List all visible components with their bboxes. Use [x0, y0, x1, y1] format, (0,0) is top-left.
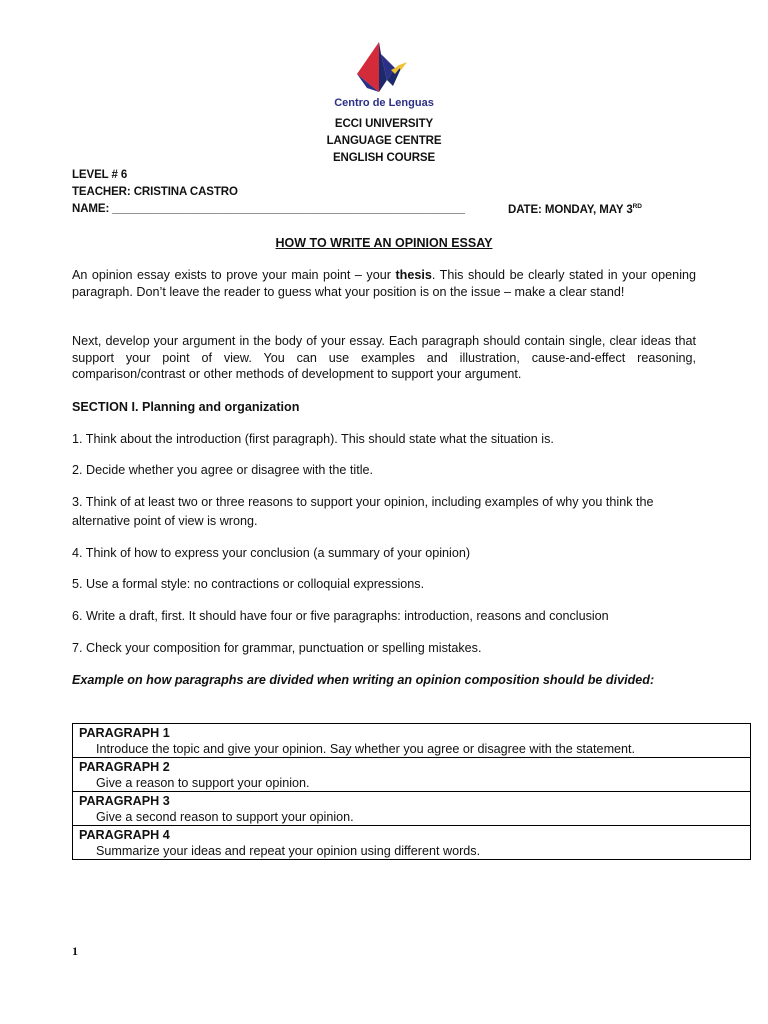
- example-heading: Example on how paragraphs are divided when writing an opinion composition should be divided:: [72, 673, 655, 687]
- intro-text: An opinion essay exists to prove your main point – your: [72, 268, 396, 282]
- list-item: 7. Check your composition for grammar, punctuation or spelling mistakes.: [72, 641, 482, 655]
- level-line: LEVEL # 6: [72, 169, 128, 181]
- university-name: ECCI UNIVERSITY: [334, 118, 434, 130]
- table-cell: [73, 724, 751, 758]
- table-cell: [73, 758, 751, 792]
- paragraph-title: PARAGRAPH 2: [79, 760, 170, 774]
- table-cell: [73, 826, 751, 860]
- list-item: 2. Decide whether you agree or disagree with the title.: [72, 463, 374, 477]
- table-row: [73, 724, 751, 758]
- table-row: [73, 792, 751, 826]
- table-row: [73, 758, 751, 792]
- paragraph-structure-table: [72, 723, 751, 860]
- paragraph-description: Give a reason to support your opinion.: [96, 776, 310, 790]
- name-date-line: [72, 203, 696, 215]
- intro-paragraph-2: Next, develop your argument in the body of your essay. Each paragraph should contain single, clear ideas that support your point of view. You can use examples and illustration, cause-and-effect reasoning, comparison/contrast or other methods of development to support your argument.: [72, 334, 696, 381]
- paragraph-description: Introduce the topic and give your opinion. Say whether you agree or disagree with the statement.: [96, 742, 636, 756]
- date-ordinal: RD: [632, 203, 642, 210]
- paragraph-title: PARAGRAPH 3: [79, 794, 170, 808]
- page-number: 1: [72, 944, 78, 958]
- list-item: 6. Write a draft, first. It should have four or five paragraphs: introduction, reasons and conclusion: [72, 609, 609, 623]
- date-field: [508, 203, 642, 216]
- logo-wordmark: Centro de Lenguas: [334, 97, 434, 109]
- centre-name: LANGUAGE CENTRE: [326, 135, 442, 147]
- document-title: HOW TO WRITE AN OPINION ESSAY: [275, 236, 493, 250]
- paragraph-description: Give a second reason to support your opinion.: [96, 810, 354, 824]
- list-item: 5. Use a formal style: no contractions or colloquial expressions.: [72, 577, 425, 591]
- list-item: 3. Think of at least two or three reasons to support your opinion, including examples of why you think the alternative point of view is wrong.: [72, 495, 654, 528]
- paragraph-title: PARAGRAPH 4: [79, 828, 170, 842]
- table-cell: [73, 792, 751, 826]
- intro-text-continued: . This should be clearly stated in your opening paragraph. Don’t leave the reader to guess what your position is on the issue – make a clear stand!: [72, 268, 696, 299]
- paragraph-title: PARAGRAPH 1: [79, 726, 170, 740]
- list-item: 1. Think about the introduction (first paragraph). This should state what the situation is.: [72, 432, 554, 446]
- thesis-term: thesis: [395, 268, 432, 282]
- table-row: [73, 826, 751, 860]
- list-item: 4. Think of how to express your conclusion (a summary of your opinion): [72, 546, 471, 560]
- paragraph-description: Summarize your ideas and repeat your opinion using different words.: [96, 844, 481, 858]
- teacher-line: TEACHER: CRISTINA CASTRO: [72, 186, 238, 198]
- name-field: NAME: ________________________________________________________: [72, 203, 465, 215]
- date-text: DATE: MONDAY, MAY 3: [508, 204, 633, 216]
- centro-de-lenguas-logo: [351, 40, 413, 96]
- section-heading: SECTION I. Planning and organization: [72, 400, 300, 414]
- intro-paragraph-1: [72, 267, 696, 300]
- course-name: ENGLISH COURSE: [332, 152, 436, 164]
